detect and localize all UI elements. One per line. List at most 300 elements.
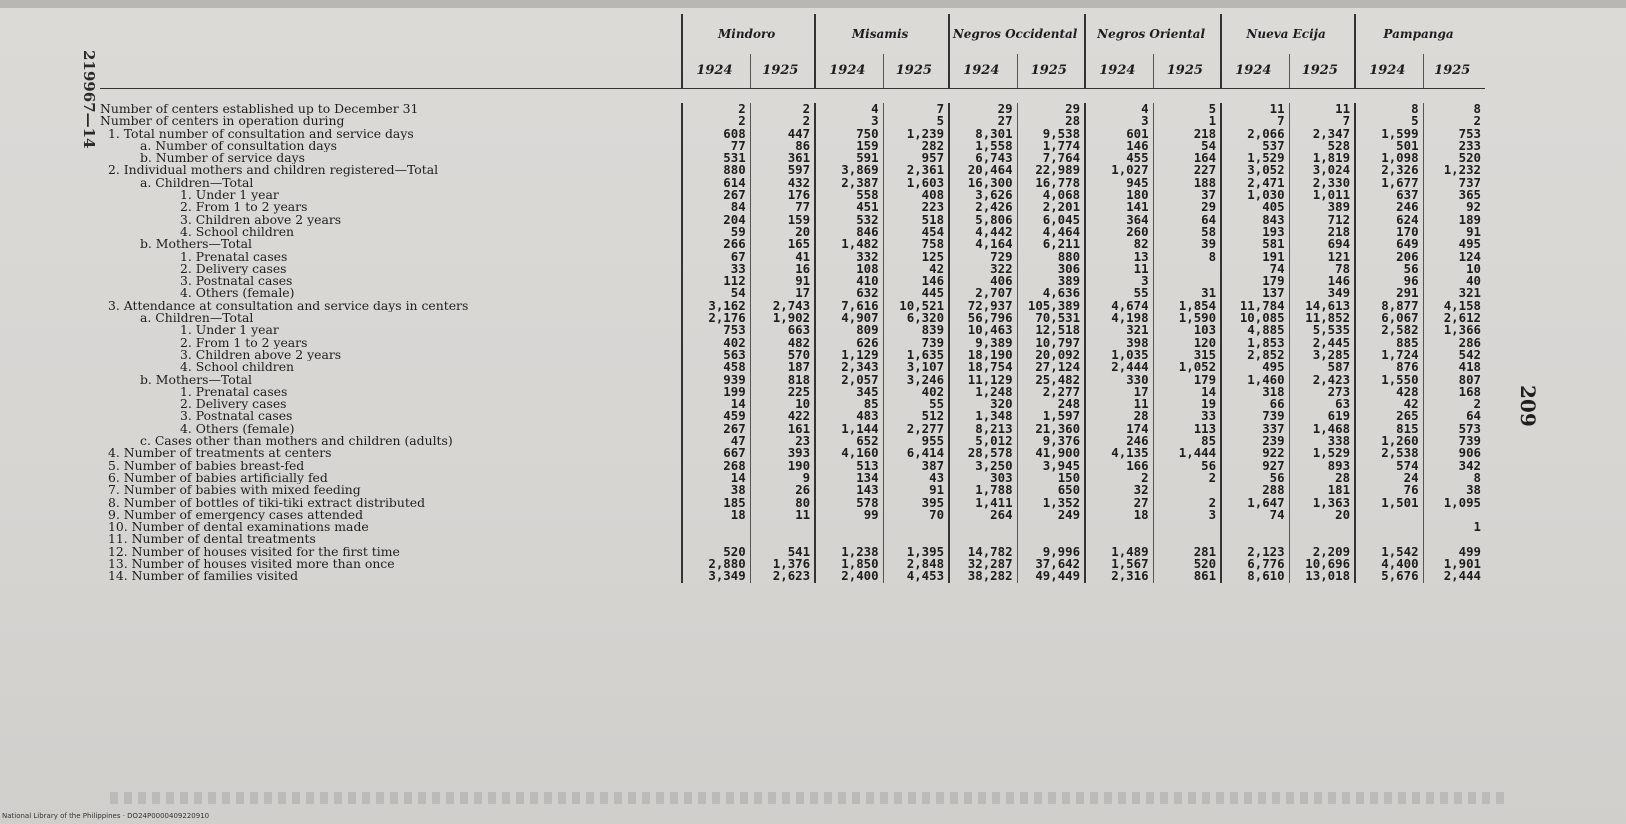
cell-value: 16	[750, 263, 815, 275]
cell-value: 23	[750, 435, 815, 447]
cell-value: 10,463	[949, 324, 1017, 336]
table-row	[100, 386, 1485, 398]
cell-value: 42	[1355, 398, 1423, 410]
cell-value: 91	[883, 484, 949, 496]
cell-value: 626	[815, 337, 883, 349]
cell-value: 134	[815, 472, 883, 484]
cell-value: 74	[1221, 509, 1289, 521]
cell-value: 20	[750, 226, 815, 238]
cell-value: 2,848	[883, 558, 949, 570]
cell-value: 103	[1153, 324, 1221, 336]
cell-value: 191	[1221, 251, 1289, 263]
cell-value: 2	[1423, 115, 1485, 127]
cell-value: 2,343	[815, 361, 883, 373]
cell-value: 33	[1153, 410, 1221, 422]
table-row	[100, 177, 1485, 189]
cell-value: 532	[815, 214, 883, 226]
row-label: 3. Postnatal cases	[180, 410, 293, 423]
cell-value: 99	[815, 509, 883, 521]
cell-value: 2,347	[1289, 128, 1355, 140]
cell-value: 9,996	[1017, 546, 1085, 558]
cell-value: 33	[682, 263, 750, 275]
cell-value: 7	[1221, 115, 1289, 127]
row-label: 10. Number of dental examinations made	[108, 521, 369, 534]
cell-value: 3,250	[949, 460, 1017, 472]
cell-value: 389	[1017, 275, 1085, 287]
cell-value: 10,085	[1221, 312, 1289, 324]
cell-value: 11	[1221, 103, 1289, 115]
cell-value: 541	[750, 546, 815, 558]
province-header: Pampanga	[1355, 14, 1485, 54]
cell-value: 1	[1153, 115, 1221, 127]
cell-value: 927	[1221, 460, 1289, 472]
cell-value	[1153, 521, 1221, 533]
cell-value: 120	[1153, 337, 1221, 349]
cell-value: 818	[750, 374, 815, 386]
year-header: 1924	[1221, 54, 1289, 89]
cell-value: 146	[883, 275, 949, 287]
cell-value: 1,724	[1355, 349, 1423, 361]
year-header: 1925	[1153, 54, 1221, 89]
cell-value: 16,300	[949, 177, 1017, 189]
cell-value: 288	[1221, 484, 1289, 496]
cell-value: 398	[1085, 337, 1153, 349]
cell-value: 96	[1355, 275, 1423, 287]
cell-value: 58	[1153, 226, 1221, 238]
table-row	[100, 398, 1485, 410]
cell-value	[1017, 533, 1085, 545]
cell-value: 528	[1289, 140, 1355, 152]
cell-value: 2,123	[1221, 546, 1289, 558]
cell-value	[1085, 533, 1153, 545]
cell-value: 349	[1289, 287, 1355, 299]
cell-value: 164	[1153, 152, 1221, 164]
cell-value: 1,902	[750, 312, 815, 324]
year-header-row	[100, 54, 1485, 89]
header-blank	[100, 14, 682, 54]
cell-value: 141	[1085, 201, 1153, 213]
cell-value: 66	[1221, 398, 1289, 410]
cell-value: 454	[883, 226, 949, 238]
cell-value: 495	[1423, 238, 1485, 250]
cell-value: 161	[750, 423, 815, 435]
cell-value: 2	[1153, 472, 1221, 484]
cell-value: 2,277	[1017, 386, 1085, 398]
cell-value: 20,092	[1017, 349, 1085, 361]
cell-value: 2	[1153, 497, 1221, 509]
cell-value: 2,209	[1289, 546, 1355, 558]
cell-value: 542	[1423, 349, 1485, 361]
row-label: 2. Delivery cases	[180, 398, 287, 411]
cell-value: 1,774	[1017, 140, 1085, 152]
cell-value: 55	[1085, 287, 1153, 299]
cell-value: 518	[883, 214, 949, 226]
cell-value	[1085, 521, 1153, 533]
cell-value: 945	[1085, 177, 1153, 189]
cell-value: 4,160	[815, 447, 883, 459]
table-row	[100, 312, 1485, 324]
cell-value: 1,129	[815, 349, 883, 361]
cell-value: 1,677	[1355, 177, 1423, 189]
cell-value: 445	[883, 287, 949, 299]
table-row	[100, 410, 1485, 422]
table-row	[100, 201, 1485, 213]
header-blank	[100, 54, 682, 89]
cell-value: 16,778	[1017, 177, 1085, 189]
cell-value: 418	[1423, 361, 1485, 373]
cell-value: 10,521	[883, 300, 949, 312]
table-row	[100, 546, 1485, 558]
cell-value: 168	[1423, 386, 1485, 398]
cell-value: 80	[750, 497, 815, 509]
cell-value	[949, 533, 1017, 545]
cell-value	[1423, 509, 1485, 521]
cell-value: 422	[750, 410, 815, 422]
row-label: a. Children—Total	[140, 312, 254, 325]
cell-value: 846	[815, 226, 883, 238]
cell-value: 63	[1289, 398, 1355, 410]
cell-value: 70	[883, 509, 949, 521]
cell-value: 125	[883, 251, 949, 263]
table-row	[100, 435, 1485, 447]
cell-value: 1,550	[1355, 374, 1423, 386]
cell-value: 40	[1423, 275, 1485, 287]
table-row	[100, 460, 1485, 472]
cell-value: 939	[682, 374, 750, 386]
cell-value: 21,360	[1017, 423, 1085, 435]
cell-value: 218	[1153, 128, 1221, 140]
cell-value: 146	[1085, 140, 1153, 152]
cell-value: 190	[750, 460, 815, 472]
cell-value: 10,797	[1017, 337, 1085, 349]
cell-value: 389	[1289, 201, 1355, 213]
cell-value: 124	[1423, 251, 1485, 263]
row-label: 1. Prenatal cases	[180, 250, 288, 263]
row-label: 13. Number of houses visited more than once	[108, 557, 395, 571]
cell-value: 6,320	[883, 312, 949, 324]
cell-value: 29	[949, 103, 1017, 115]
cell-value: 1,468	[1289, 423, 1355, 435]
cell-value: 1,489	[1085, 546, 1153, 558]
cell-value: 1,460	[1221, 374, 1289, 386]
cell-value: 37,642	[1017, 558, 1085, 570]
cell-value: 246	[1085, 435, 1153, 447]
cell-value: 6,743	[949, 152, 1017, 164]
cell-value: 2,471	[1221, 177, 1289, 189]
cell-value: 501	[1355, 140, 1423, 152]
cell-value: 8,213	[949, 423, 1017, 435]
cell-value: 8,301	[949, 128, 1017, 140]
cell-value: 597	[750, 164, 815, 176]
cell-value: 483	[815, 410, 883, 422]
cell-value: 843	[1221, 214, 1289, 226]
cell-value: 482	[750, 337, 815, 349]
cell-value: 1,597	[1017, 410, 1085, 422]
cell-value: 38	[1423, 484, 1485, 496]
cell-value: 13,018	[1289, 570, 1355, 582]
row-label: 3. Children above 2 years	[180, 348, 342, 362]
cell-value: 318	[1221, 386, 1289, 398]
cell-value: 2,057	[815, 374, 883, 386]
cell-value: 176	[750, 189, 815, 201]
cell-value: 1,030	[1221, 189, 1289, 201]
year-header: 1924	[949, 54, 1017, 89]
cell-value: 3,349	[682, 570, 750, 582]
cell-value: 573	[1423, 423, 1485, 435]
cell-value	[750, 533, 815, 545]
cell-value: 1,027	[1085, 164, 1153, 176]
cell-value: 267	[682, 189, 750, 201]
cell-value: 321	[1085, 324, 1153, 336]
cell-value: 2,444	[1085, 361, 1153, 373]
cell-value: 27,124	[1017, 361, 1085, 373]
cell-value: 315	[1153, 349, 1221, 361]
cell-value: 667	[682, 447, 750, 459]
cell-value: 248	[1017, 398, 1085, 410]
cell-value: 55	[883, 398, 949, 410]
cell-value: 815	[1355, 423, 1423, 435]
cell-value: 2,880	[682, 558, 750, 570]
cell-value: 2,623	[750, 570, 815, 582]
cell-value: 267	[682, 423, 750, 435]
cell-value: 17	[750, 287, 815, 299]
cell-value: 3	[1085, 275, 1153, 287]
cell-value: 345	[815, 386, 883, 398]
cell-value	[1423, 533, 1485, 545]
cell-value: 42	[883, 263, 949, 275]
table-row	[100, 324, 1485, 336]
cell-value: 1,052	[1153, 361, 1221, 373]
year-header: 1924	[815, 54, 883, 89]
cell-value: 3	[1153, 509, 1221, 521]
cell-value: 91	[750, 275, 815, 287]
cell-value: 1,529	[1289, 447, 1355, 459]
cell-value: 955	[883, 435, 949, 447]
cell-value	[1017, 521, 1085, 533]
cell-value: 650	[1017, 484, 1085, 496]
cell-value: 3	[815, 115, 883, 127]
table-row	[100, 349, 1485, 361]
cell-value: 189	[1423, 214, 1485, 226]
table-row	[100, 570, 1485, 582]
cell-value: 408	[883, 189, 949, 201]
cell-value: 74	[1221, 263, 1289, 275]
cell-value: 76	[1355, 484, 1423, 496]
cell-value: 447	[750, 128, 815, 140]
cell-value: 4,400	[1355, 558, 1423, 570]
cell-value: 188	[1153, 177, 1221, 189]
cell-value: 9	[750, 472, 815, 484]
cell-value: 303	[949, 472, 1017, 484]
table-row	[100, 140, 1485, 152]
table-row	[100, 226, 1485, 238]
table-row	[100, 558, 1485, 570]
cell-value: 1,501	[1355, 497, 1423, 509]
cell-value: 574	[1355, 460, 1423, 472]
cell-value: 330	[1085, 374, 1153, 386]
row-label: 7. Number of babies with mixed feeding	[108, 484, 361, 497]
cell-value: 85	[815, 398, 883, 410]
cell-value: 56	[1355, 263, 1423, 275]
province-header: Negros Oriental	[1085, 14, 1221, 54]
row-label: 14. Number of families visited	[108, 570, 299, 583]
cell-value: 78	[1289, 263, 1355, 275]
cell-value: 512	[883, 410, 949, 422]
cell-value: 739	[1423, 435, 1485, 447]
cell-value: 614	[682, 177, 750, 189]
cell-value: 4,158	[1423, 300, 1485, 312]
cell-value: 458	[682, 361, 750, 373]
province-header: Negros Occidental	[949, 14, 1085, 54]
cell-value: 146	[1289, 275, 1355, 287]
bleed-through-text	[110, 792, 1510, 804]
cell-value: 2,361	[883, 164, 949, 176]
year-header: 1925	[1423, 54, 1485, 89]
cell-value: 1,248	[949, 386, 1017, 398]
cell-value	[1221, 533, 1289, 545]
cell-value: 2,400	[815, 570, 883, 582]
cell-value: 3,869	[815, 164, 883, 176]
cell-value: 3,024	[1289, 164, 1355, 176]
cell-value: 6,067	[1355, 312, 1423, 324]
cell-value: 4,198	[1085, 312, 1153, 324]
cell-value: 4,885	[1221, 324, 1289, 336]
table-row	[100, 337, 1485, 349]
cell-value: 159	[815, 140, 883, 152]
cell-value: 2,330	[1289, 177, 1355, 189]
cell-value: 3,162	[682, 300, 750, 312]
cell-value: 3,945	[1017, 460, 1085, 472]
cell-value	[1153, 533, 1221, 545]
header-gap	[100, 89, 1485, 104]
cell-value: 85	[1153, 435, 1221, 447]
cell-value: 24	[1355, 472, 1423, 484]
cell-value: 11,129	[949, 374, 1017, 386]
row-label: 12. Number of houses visited for the first time	[108, 545, 400, 558]
cell-value: 2,387	[815, 177, 883, 189]
cell-value: 1,558	[949, 140, 1017, 152]
cell-value: 165	[750, 238, 815, 250]
cell-value: 581	[1221, 238, 1289, 250]
cell-value: 18	[1085, 509, 1153, 521]
statistics-table	[100, 14, 1485, 583]
cell-value: 2,444	[1423, 570, 1485, 582]
cell-value	[1355, 521, 1423, 533]
cell-value: 264	[949, 509, 1017, 521]
cell-value: 2,277	[883, 423, 949, 435]
cell-value: 2	[682, 103, 750, 115]
cell-value: 14,613	[1289, 300, 1355, 312]
cell-value: 393	[750, 447, 815, 459]
cell-value: 432	[750, 177, 815, 189]
row-label: 6. Number of babies artificially fed	[108, 471, 328, 485]
cell-value: 338	[1289, 435, 1355, 447]
cell-value: 2,538	[1355, 447, 1423, 459]
cell-value: 2,176	[682, 312, 750, 324]
year-header: 1925	[1017, 54, 1085, 89]
top-edge-band	[0, 0, 1626, 8]
cell-value: 2,201	[1017, 201, 1085, 213]
cell-value: 3,107	[883, 361, 949, 373]
cell-value: 885	[1355, 337, 1423, 349]
cell-value	[949, 521, 1017, 533]
cell-value	[1355, 533, 1423, 545]
cell-value: 753	[1423, 128, 1485, 140]
table-row	[100, 103, 1485, 115]
cell-value: 181	[1289, 484, 1355, 496]
cell-value	[1289, 521, 1355, 533]
cell-value: 1,482	[815, 238, 883, 250]
cell-value: 306	[1017, 263, 1085, 275]
row-label: 2. From 1 to 2 years	[180, 201, 308, 214]
cell-value: 520	[1153, 558, 1221, 570]
cell-value: 632	[815, 287, 883, 299]
row-label: 4. School children	[180, 225, 295, 239]
cell-value: 520	[682, 546, 750, 558]
cell-value: 5	[883, 115, 949, 127]
cell-value: 499	[1423, 546, 1485, 558]
table-row	[100, 152, 1485, 164]
row-label: 3. Attendance at consultation and service days in centers	[108, 299, 469, 313]
row-label: c. Cases other than mothers and children (adults)	[140, 435, 453, 448]
cell-value: 28,578	[949, 447, 1017, 459]
cell-value: 150	[1017, 472, 1085, 484]
cell-value: 11	[1085, 263, 1153, 275]
cell-value	[1221, 521, 1289, 533]
cell-value: 31	[1153, 287, 1221, 299]
cell-value: 7	[883, 103, 949, 115]
row-label: b. Mothers—Total	[140, 373, 253, 386]
cell-value: 2,707	[949, 287, 1017, 299]
cell-value: 11	[1085, 398, 1153, 410]
cell-value: 1,788	[949, 484, 1017, 496]
cell-value: 601	[1085, 128, 1153, 140]
cell-value: 32	[1085, 484, 1153, 496]
cell-value: 957	[883, 152, 949, 164]
cell-value: 753	[682, 324, 750, 336]
cell-value: 587	[1289, 361, 1355, 373]
cell-value: 14	[682, 398, 750, 410]
row-label: 2. Delivery cases	[180, 262, 287, 276]
cell-value: 41	[750, 251, 815, 263]
year-header: 1924	[1085, 54, 1153, 89]
cell-value: 361	[750, 152, 815, 164]
row-label: b. Number of service days	[140, 152, 305, 165]
cell-value	[1289, 533, 1355, 545]
cell-value	[750, 521, 815, 533]
cell-value: 6,776	[1221, 558, 1289, 570]
cell-value: 410	[815, 275, 883, 287]
cell-value: 6,414	[883, 447, 949, 459]
table-row	[100, 374, 1485, 386]
cell-value	[1153, 263, 1221, 275]
cell-value: 64	[1423, 410, 1485, 422]
province-header: Nueva Ecija	[1221, 14, 1355, 54]
cell-value: 1,098	[1355, 152, 1423, 164]
cell-value: 739	[1221, 410, 1289, 422]
cell-value	[815, 521, 883, 533]
cell-value: 8,877	[1355, 300, 1423, 312]
cell-value: 1,011	[1289, 189, 1355, 201]
cell-value: 3,246	[883, 374, 949, 386]
row-label: 9. Number of emergency cases attended	[108, 508, 364, 522]
cell-value: 32,287	[949, 558, 1017, 570]
row-label: 5. Number of babies breast-fed	[108, 459, 305, 472]
cell-value: 137	[1221, 287, 1289, 299]
cell-value: 64	[1153, 214, 1221, 226]
cell-value: 451	[815, 201, 883, 213]
cell-value: 406	[949, 275, 1017, 287]
